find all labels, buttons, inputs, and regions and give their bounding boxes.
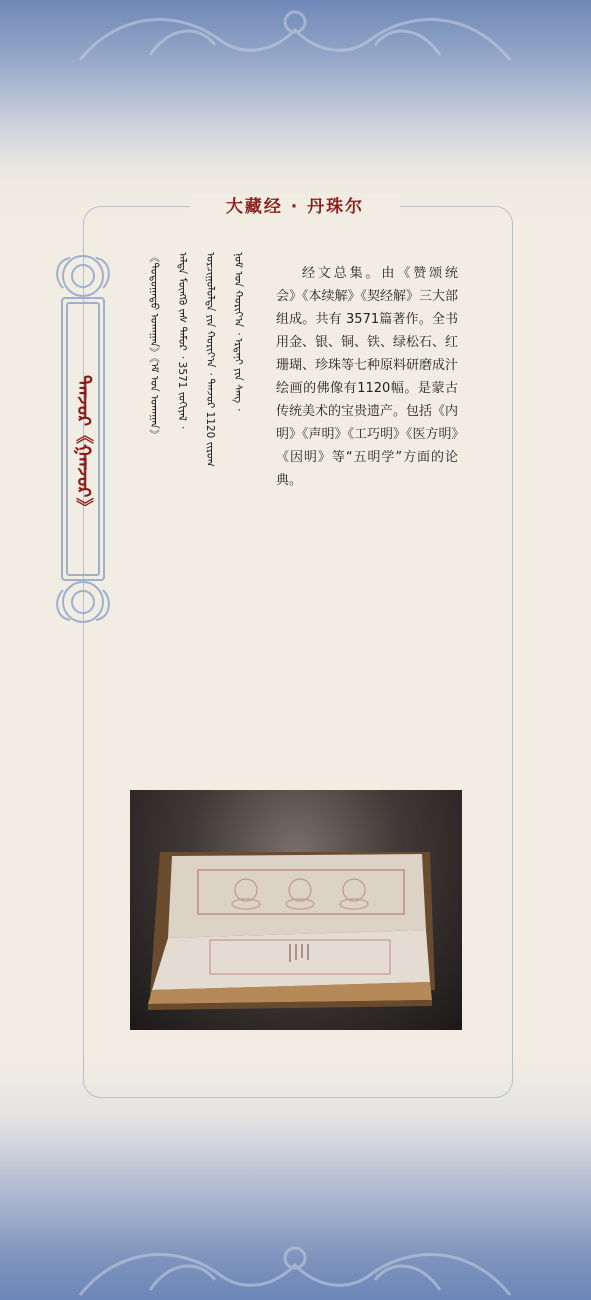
top-ornament bbox=[0, 0, 591, 70]
chinese-description bbox=[276, 262, 458, 492]
mongolian-column-2: ᠣᠷᠴᠢᠭᠤᠯᠤᠯᠲᠠ ᠶᠢᠨ ᠬᠣᠷᠢᠶ᠎ᠠ ᠂ ᠳᠠᠨᠵᠤᠷ 1120 ᠵᠢᠷᠤᠭ bbox=[204, 252, 216, 467]
bottom-ornament bbox=[0, 1230, 591, 1300]
sutra-book-photo bbox=[130, 790, 462, 1030]
description-text: 经文总集。由《赞颂统会》《本续解》《契经解》三大部组成。共有 3571篇著作。全书用金、银、铜、铁、绿松石、红珊瑚、珍珠等七种原料研磨成汁绘画的佛像有1120幅。是蒙古传统美术的宝贵遗产。包括《内明》《声明》《工巧明》《医方明》《因明》等“五明学”方面的论典。 bbox=[276, 266, 459, 488]
mongolian-column-4: 《ᠳᠣᠲᠤᠭᠠᠳᠤ ᠤᠬᠠᠭᠠᠨ》《ᠡᠮ ᠤᠨ ᠤᠬᠠᠭᠠᠨ》 bbox=[148, 252, 160, 440]
mongolian-column-1: ᠨᠣᠮ ᠤᠨ ᠬᠣᠷᠢᠶ᠎ᠠ ᠂ ᠡᠷᠳᠡᠨᠢ ᠶᠢᠨ ᠰᠠᠩ ᠂ bbox=[232, 252, 244, 411]
mongolian-body bbox=[138, 252, 258, 732]
mongolian-column-3: ᠠᠯᠲᠠ ᠮᠥᠩᠭᠦ ᠵᠡᠰ ᠲᠡᠮᠦᠷ ᠂ 3571 ᠵᠣᠬᠢᠶᠠᠯ ᠂ bbox=[176, 252, 188, 429]
page-title: 大藏经 · 丹珠尔 bbox=[225, 197, 365, 217]
title-banner bbox=[190, 194, 400, 220]
book-illustration bbox=[130, 790, 462, 1030]
mongolian-title: ᠳᠠᠨᠵᠤᠷ《ᠭᠠᠨᠵᠤᠷ》 bbox=[73, 374, 94, 516]
